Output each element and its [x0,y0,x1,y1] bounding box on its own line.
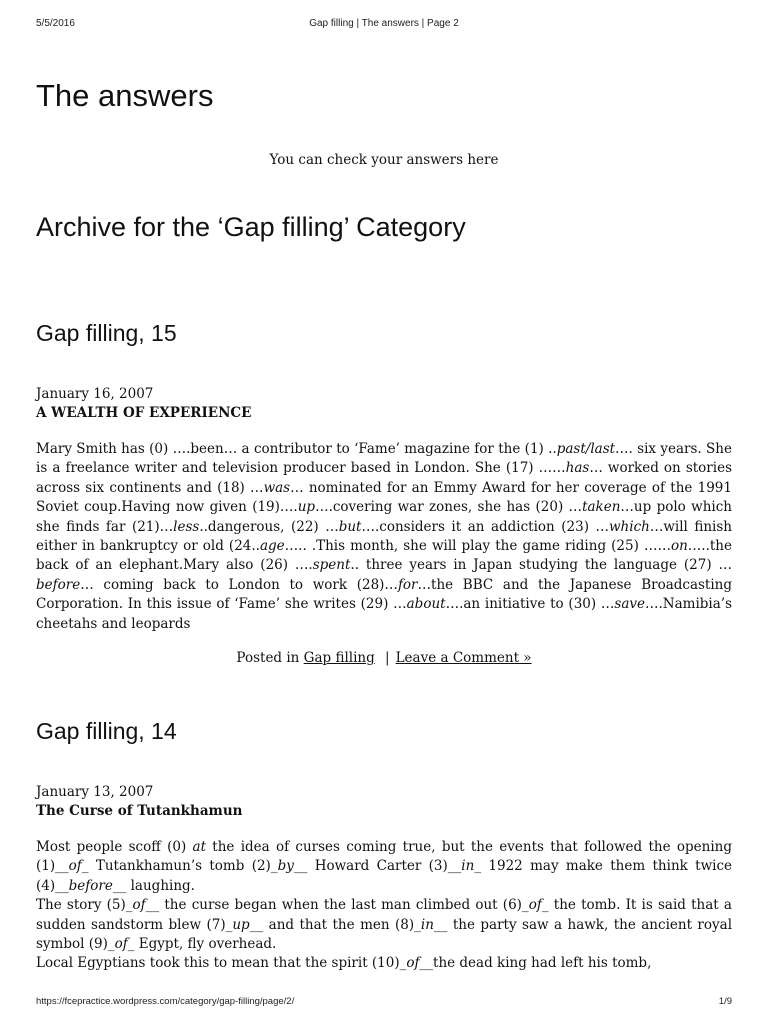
answer-text: of [528,897,542,914]
print-header [36,18,732,32]
body-text: Mary Smith has (0) ….been… a contributor to ‘Fame’ magazine for the (1) .. [36,441,557,457]
body-text: ….covering war zones, she has (20) … [315,499,583,516]
body-text: …. six years. She is a freelance writer and television producer based in London. She (17) …… [36,441,732,477]
body-text: ..dangerous, (22) … [199,518,339,535]
body-text: Most people scoff (0) [36,839,193,855]
answer-text: has [565,460,590,477]
body-text: ….Namibia’s cheetahs and leopards [36,596,732,632]
body-text: ….. .This month, she will play the game riding (25) …… [284,538,671,555]
post-subtitle: A WEALTH OF EXPERIENCE [36,405,252,421]
post-paragraph [36,954,732,973]
answer-text: of [114,936,128,953]
post-paragraph [36,896,732,954]
post-gap-filling-15 [36,320,733,666]
answer-text: taken [582,499,621,516]
answer-text: up [297,499,316,516]
body-text: __ laughing. [112,877,195,894]
body-text: .. three years in Japan studying the language (27) … [350,557,733,574]
body-text: …up polo which she finds far (21)… [36,499,732,535]
category-link[interactable]: Gap filling [303,650,375,666]
post-body [36,440,732,634]
post-paragraph [36,440,732,634]
print-footer [36,996,732,1010]
body-text: … coming back to London to work (28)… [80,576,398,593]
answer-text: up [232,916,250,933]
post-gap-filling-14 [36,718,733,972]
post-title[interactable]: Gap filling, 15 [36,320,177,346]
print-date: 5/5/2016 [36,18,75,29]
answer-text: age [259,538,285,555]
body-text: the idea of curses coming true, but the events that followed the opening (1)__ [36,839,732,875]
answer-text: before [68,877,113,894]
post-title[interactable]: Gap filling, 14 [36,718,177,744]
body-text: …will finish either in bankruptcy or old (24.. [36,518,732,555]
body-text: ….considers it an addiction (23) … [361,518,609,535]
site-title[interactable]: The answers [36,78,214,113]
body-text: _ Tutankhamun’s tomb (2)_ [81,858,278,875]
post-body [36,838,732,974]
answer-text: which [609,518,650,535]
answer-text: at [192,839,206,855]
body-text: ….an initiative to (30) … [445,596,615,613]
answer-text: past/last [556,441,616,457]
answer-text: was [263,479,291,496]
body-text: __ Howard Carter (3)__ [293,858,462,875]
body-text: _ Egypt, fly overhead. [127,936,277,953]
answer-text: on [670,538,688,555]
answer-text: before [36,576,81,593]
answer-text: by [277,858,294,875]
answer-text: of [132,897,146,914]
body-text: Local Egyptians took this to mean that the spirit (10)_ [36,955,407,972]
body-text: __ the curse began when the last man climbed out (6)_ [145,897,529,914]
body-text: _ 1922 may make them think twice (4)__ [36,858,732,894]
answer-text: about [406,596,446,613]
body-text: … worked on stories across six continents and (18) … [36,460,732,496]
answer-text: save [614,596,645,613]
body-text: …..the back of an elephant.Mary also (26) …. [36,538,732,574]
archive-title: Archive for the ‘Gap filling’ Category [36,212,466,242]
body-text: __ the party saw a hawk, the ancient royal symbol (9)_ [36,916,733,953]
print-page-number: 1/9 [718,996,732,1007]
site-description: You can check your answers here [269,152,499,168]
post-subtitle: The Curse of Tutankhamun [36,803,243,819]
body-text: __ and that the men (8)_ [249,916,421,933]
post-date: January 16, 2007 [36,386,154,402]
print-url: https://fcepractice.wordpress.com/category/gap-filling/page/2/ [36,996,295,1007]
answer-text: less [173,518,200,535]
answer-text: in [420,916,434,933]
answer-text: of [406,955,420,972]
answer-text: for [397,576,418,593]
post-paragraph [36,838,732,896]
body-text: _ the tomb. It is said that a sudden sandstorm blew (7)_ [36,897,732,933]
answer-text: but [338,518,362,535]
body-text: …the BBC and the Japanese Broadcasting Corporation. In this issue of ‘Fame’ she writes (29) … [36,576,733,613]
post-date: January 13, 2007 [36,784,154,800]
post-meta [36,650,732,666]
posted-in-label: Posted in [236,650,300,666]
body-text: … nominated for an Emmy Award for her coverage of the 1991 Soviet coup.Having now given (19)…. [36,479,732,516]
print-page-title: Gap filling | The answers | Page 2 [309,18,459,29]
answer-text: of [68,858,82,875]
body-text: The story (5)_ [36,897,133,914]
meta-separator: | [385,650,390,666]
body-text: __the dead king had left his tomb, [419,955,652,972]
leave-comment-link[interactable]: Leave a Comment » [395,650,532,666]
answer-text: in [461,858,475,875]
answer-text: spent [312,557,351,574]
